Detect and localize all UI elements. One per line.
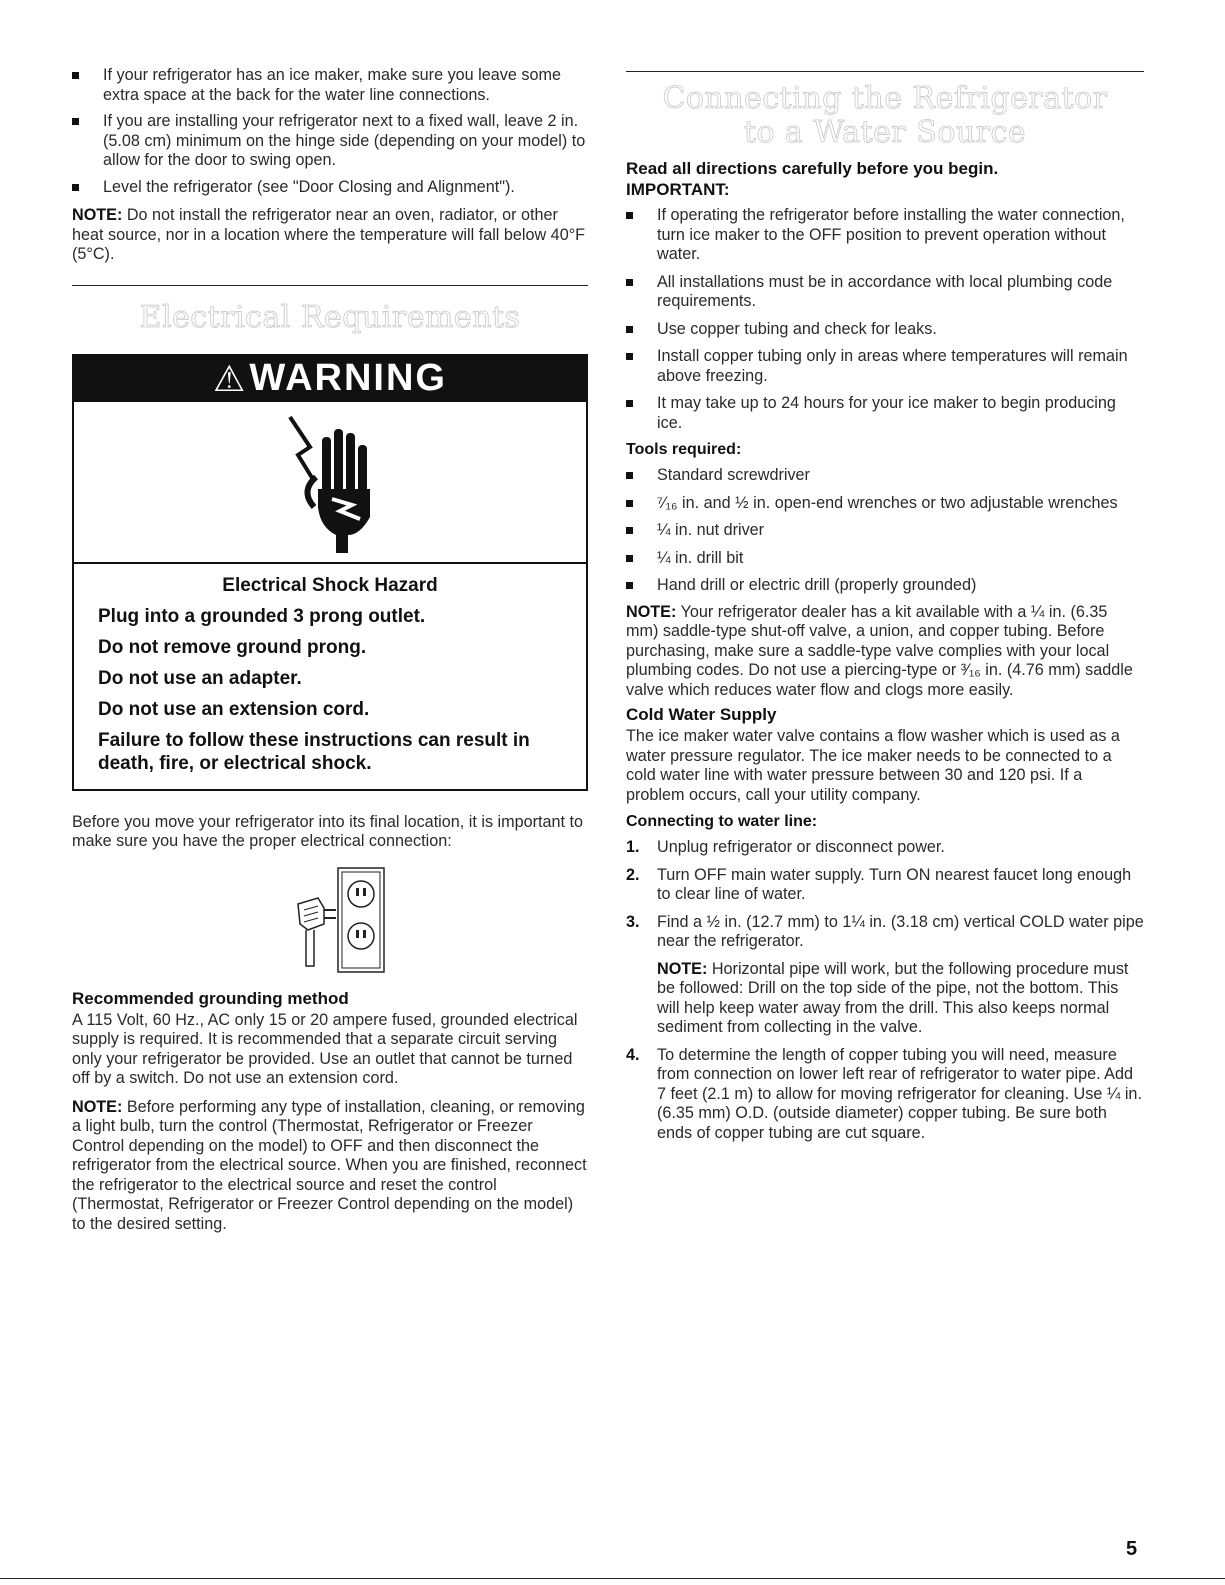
step-item: 4. To determine the length of copper tubing you will need, measure from connection on lower left rear of refrigerator to water pipe. Add 7 feet (2.1 m) to allow for moving refrigerator for cleaning. Use ¼ in. (6.35 mm) O.D. (outside diameter) copper tubing. Be sure both ends of copper tubing are cut square. xyxy=(626,1045,1142,1142)
hazard-title: Electrical Shock Hazard xyxy=(222,574,438,596)
grounding-heading: Recommended grounding method xyxy=(72,988,349,1008)
step-item: 3. Find a ½ in. (12.7 mm) to 1¼ in. (3.18 cm) vertical COLD water pipe near the refrigerator. NOTE: Horizontal pipe will work, but the following procedure must be followed: Drill on the top side of the pipe, not the bottom. This will help keep water away from the drill. This also keeps normal sediment from collecting in the valve. xyxy=(626,912,1144,1036)
left-column xyxy=(72,0,588,1234)
cold-water-heading: Cold Water Supply xyxy=(626,705,777,724)
tools-bullet-list xyxy=(626,466,1144,596)
list-item: Install copper tubing only in areas where temperatures will remain above freezing. xyxy=(626,347,1144,386)
list-item: Use copper tubing and check for leaks. xyxy=(626,320,1144,340)
read-all-heading: Read all directions carefully before you begin. xyxy=(626,159,999,178)
list-item: If operating the refrigerator before installing the water connection, turn ice maker to the OFF position to prevent operation without water. xyxy=(626,206,1144,265)
warning-box xyxy=(72,354,588,791)
shock-hazard-icon xyxy=(74,402,586,564)
list-item: ¼ in. drill bit xyxy=(626,549,1144,569)
list-item: If you are installing your refrigerator next to a fixed wall, leave 2 in. (5.08 cm) minimum on the hinge side (depending on your model) to allow for the door to swing open. xyxy=(72,112,588,171)
warning-triangle-icon: ⚠ xyxy=(213,357,248,399)
connecting-steps xyxy=(626,838,1144,1143)
section-title-water: Connecting the Refrigerator to a Water Source xyxy=(662,81,1108,150)
list-item: If your refrigerator has an ice maker, make sure you leave some extra space at the back for the water line connections. xyxy=(72,66,588,105)
hazard-line: Failure to follow these instructions can result in death, fire, or electrical shock. xyxy=(98,729,530,774)
note-paragraph: NOTE: Before performing any type of installation, cleaning, or removing a light bulb, turn the control (Thermostat, Refrigerator or Freezer Control depending on the model) to OFF and then disconnect the refrigerator from the electrical source. When you are finished, reconnect the refrigerator to the electrical source and reset the control (Thermostat, Refrigerator or Freezer Control depending on the model) to the desired setting. xyxy=(72,1097,587,1233)
outlet-illustration-icon xyxy=(278,864,398,984)
list-item: All installations must be in accordance with local plumbing code requirements. xyxy=(626,273,1144,312)
page-bottom-rule xyxy=(0,1578,1225,1579)
grounding-paragraph: A 115 Volt, 60 Hz., AC only 15 or 20 ampere fused, grounded electrical supply is required. It is recommended that a separate circuit serving only your refrigerator be provided. Use an outlet that cannot be turned off by a switch. Do not use an extension cord. xyxy=(72,1010,578,1087)
right-column xyxy=(626,0,1144,1143)
list-item: Standard screwdriver xyxy=(626,466,1144,486)
hazard-line: Plug into a grounded 3 prong outlet. xyxy=(98,605,426,627)
top-bullet-list xyxy=(72,66,588,197)
hazard-line: Do not remove ground prong. xyxy=(98,636,367,658)
list-item: It may take up to 24 hours for your ice maker to begin producing ice. xyxy=(626,394,1144,433)
section-title-electrical: Electrical Requirements xyxy=(139,299,521,335)
note-paragraph: NOTE: Your refrigerator dealer has a kit available with a ¼ in. (6.35 mm) saddle-type shut-off valve, a union, and copper tubing. Before purchasing, make sure a saddle-type valve complies with your local plumbing codes. Do not use a piercing-type or ³⁄₁₆ in. (4.76 mm) saddle valve which reduces water flow and clogs more easily. xyxy=(626,602,1133,699)
list-item: ⁷⁄₁₆ in. and ½ in. open-end wrenches or two adjustable wrenches xyxy=(626,494,1144,514)
hazard-text xyxy=(74,564,586,789)
hazard-line: Do not use an extension cord. xyxy=(98,698,370,720)
step-note: NOTE: Horizontal pipe will work, but the following procedure must be followed: Drill on the top side of the pipe, not the bottom. This will help keep water away from the drill. This also keeps normal sediment from collecting in the valve. xyxy=(657,959,1129,1036)
list-item: Level the refrigerator (see "Door Closing and Alignment"). xyxy=(72,178,588,198)
list-item: ¼ in. nut driver xyxy=(626,521,1144,541)
connecting-heading: Connecting to water line: xyxy=(626,813,818,830)
section-divider xyxy=(72,285,588,286)
hazard-line: Do not use an adapter. xyxy=(98,667,302,689)
section-divider xyxy=(626,71,1144,72)
important-heading: IMPORTANT: xyxy=(626,180,730,199)
list-item: Hand drill or electric drill (properly grounded) xyxy=(626,576,1144,596)
step-item: 2. Turn OFF main water supply. Turn ON nearest faucet long enough to clear line of water. xyxy=(626,865,1132,903)
important-bullet-list xyxy=(626,206,1144,433)
tools-heading: Tools required: xyxy=(626,441,742,458)
page-number: 5 xyxy=(1126,1538,1138,1560)
note-paragraph: NOTE: Do not install the refrigerator near an oven, radiator, or other heat source, nor in a location where the temperature will fall below 40°F (5°C). xyxy=(72,206,586,263)
step-item: 1. Unplug refrigerator or disconnect power. xyxy=(626,838,945,856)
intro-paragraph: Before you move your refrigerator into its final location, it is important to make sure you have the proper electrical connection: xyxy=(72,812,584,850)
warning-header: ⚠ WARNING xyxy=(74,356,586,402)
cold-water-paragraph: The ice maker water valve contains a flow washer which is used as a water pressure regulator. The ice maker needs to be connected to a cold water line with water pressure between 30 and 120 psi. If a problem occurs, call your utility company. xyxy=(626,727,1120,804)
